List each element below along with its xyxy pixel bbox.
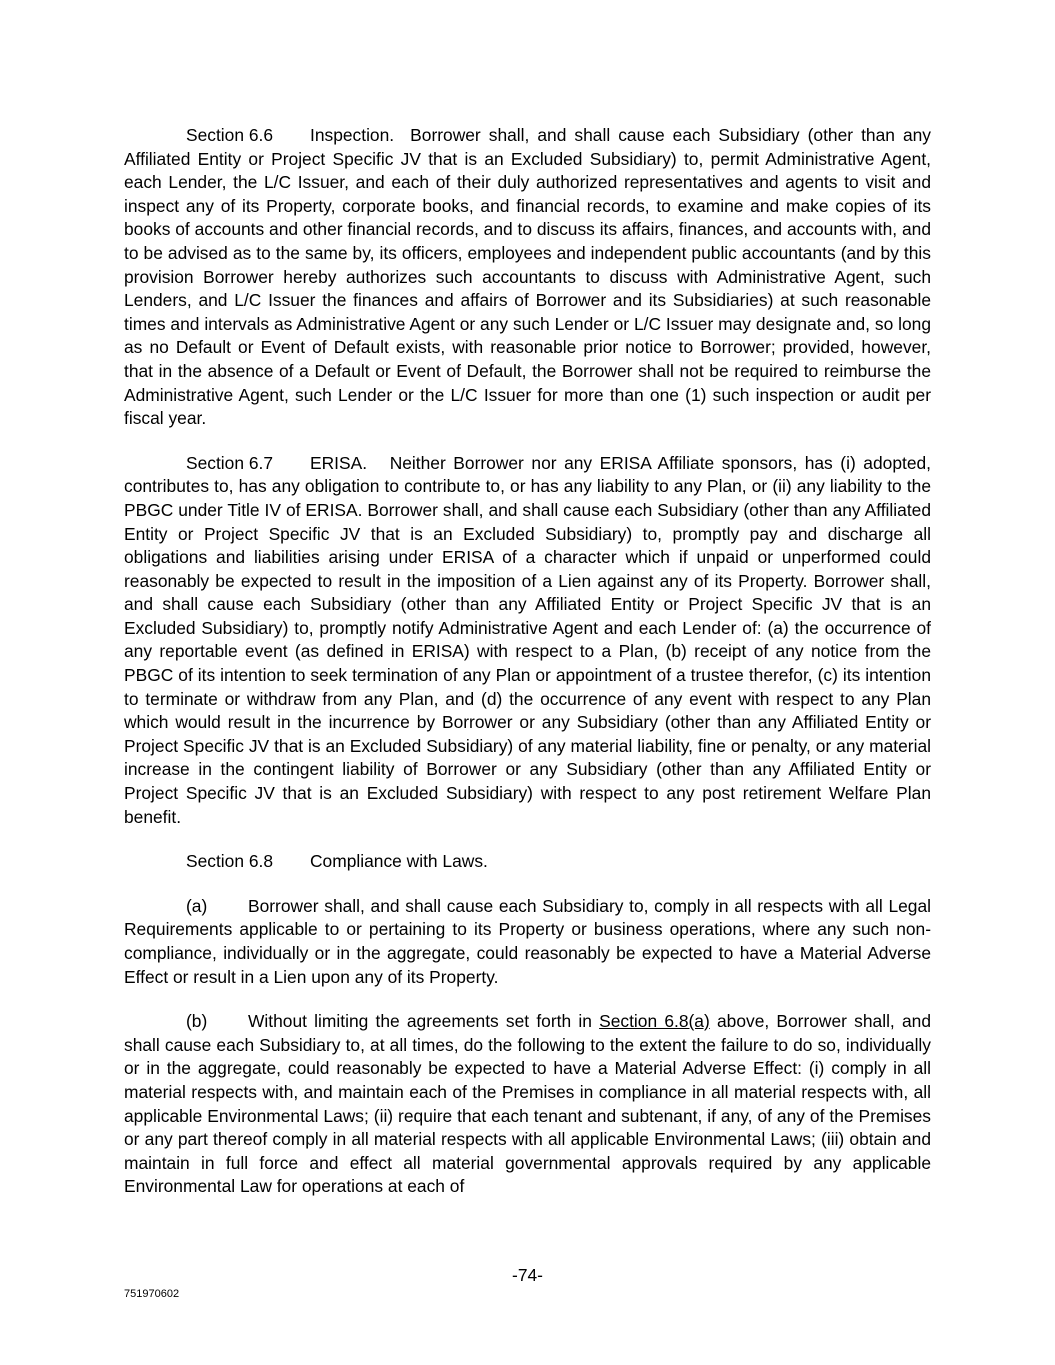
subsection-a-paragraph (124, 895, 931, 989)
section-title: Inspection. (310, 125, 395, 145)
subsection-body-start: Without limiting the agreements set forth in (248, 1011, 592, 1032)
section-6-7-paragraph (124, 452, 931, 830)
section-reference-link: Section 6.8(a) (599, 1011, 710, 1032)
section-6-8-heading (124, 850, 931, 874)
section-title: ERISA. (310, 452, 368, 473)
section-6-6-paragraph (124, 124, 931, 431)
subsection-label: (a) (186, 895, 208, 916)
section-body: Neither Borrower nor any ERISA Affiliate sponsors, has (i) adopted, contributes to, has any obligation to contribute to, or has any liability to any Plan, or (ii) any liability to the PBGC under Title IV of ERISA. Borrower shall, and shall cause each Subsidiary (other than any Affiliated Entity or Project Specific JV that is an Excluded Subsidiary) to, promptly pay and discharge all obligations and liabilities arising under ERISA of a character which if unpaid or unperformed could reasonably be expected to result in the imposition of a Lien against any of its Property. Borrower shall, and shall cause each Subsidiary (other than any Affiliated Entity or Project Specific JV that is an Excluded Subsidiary) to, promptly notify Administrative Agent and each Lender of: (a) the occurrence of any reportable event (as defined in ERISA) with respect to a Plan, (b) receipt of any notice from the PBGC of its intention to seek termination of any Plan or appointment of a trustee therefor, (c) its intention to terminate or withdraw from any Plan, and (d) the occurrence of any event with respect to any Plan which would result in the incurrence by Borrower or any Subsidiary (other than any Affiliated Entity or Project Specific JV that is an Excluded Subsidiary) of any material liability, fine or penalty, or any material increase in the contingent liability of Borrower or any Subsidiary (other than any Affiliated Entity or Project Specific JV that is an Excluded Subsidiary) with respect to any post retirement Welfare Plan benefit. (124, 452, 931, 827)
section-number: Section 6.7 (186, 452, 274, 473)
subsection-b-paragraph (124, 1010, 931, 1199)
subsection-label: (b) (186, 1011, 208, 1032)
section-title: Compliance with Laws. (310, 851, 488, 872)
document-page (124, 124, 931, 1220)
page-number: -74- (512, 1265, 543, 1285)
section-body: Borrower shall, and shall cause each Subsidiary (other than any Affiliated Entity or Project Specific JV that is an Excluded Subsidiary) to, permit Administrative Agent, each Lender, the L/C Issuer, and each of their duly authorized representatives and agents to visit and inspect any of its Property, corporate books, and financial records, to examine and make copies of its books of accounts and other financial records, and to discuss its affairs, finances, and accounts with, and to be advised as to the same by, its officers, employees and independent public accountants (and by this provision Borrower hereby authorizes such accountants to discuss with Administrative Agent, such Lenders, and L/C Issuer the finances and affairs of Borrower and its Subsidiaries) at such reasonable times and intervals as Administrative Agent or any such Lender or L/C Issuer may designate and, so long as no Default or Event of Default exists, with reasonable prior notice to Borrower; provided, however, that in the absence of a Default or Event of Default, the Borrower shall not be required to reimburse the Administrative Agent, such Lender or the L/C Issuer for more than one (1) such inspection or audit per fiscal year. (124, 125, 931, 429)
document-id: 751970602 (124, 1288, 180, 1300)
subsection-body-rest: above, Borrower shall, and shall cause each Subsidiary to, at all times, do the following to the extent the failure to do so, individually or in the aggregate, could reasonably be expected to have a Material Adverse Effect: (i) comply in all material respects with, and maintain each of the Premises in compliance in all material respects with, all applicable Environmental Laws; (ii) require that each tenant and subtenant, if any, of any of the Premises or any part thereof comply in all material respects with all applicable Environmental Laws; (iii) obtain and maintain in full force and effect all material governmental approvals required by any applicable Environmental Law for operations at each of (124, 1011, 931, 1197)
section-number: Section 6.8 (186, 851, 274, 872)
section-number: Section 6.6 (186, 125, 274, 145)
subsection-body: Borrower shall, and shall cause each Subsidiary to, comply in all respects with all Legal Requirements applicable to or pertaining to its Property or business operations, where any such non-compliance, individually or in the aggregate, could reasonably be expected to have a Material Adverse Effect or result in a Lien upon any of its Property. (124, 895, 931, 987)
